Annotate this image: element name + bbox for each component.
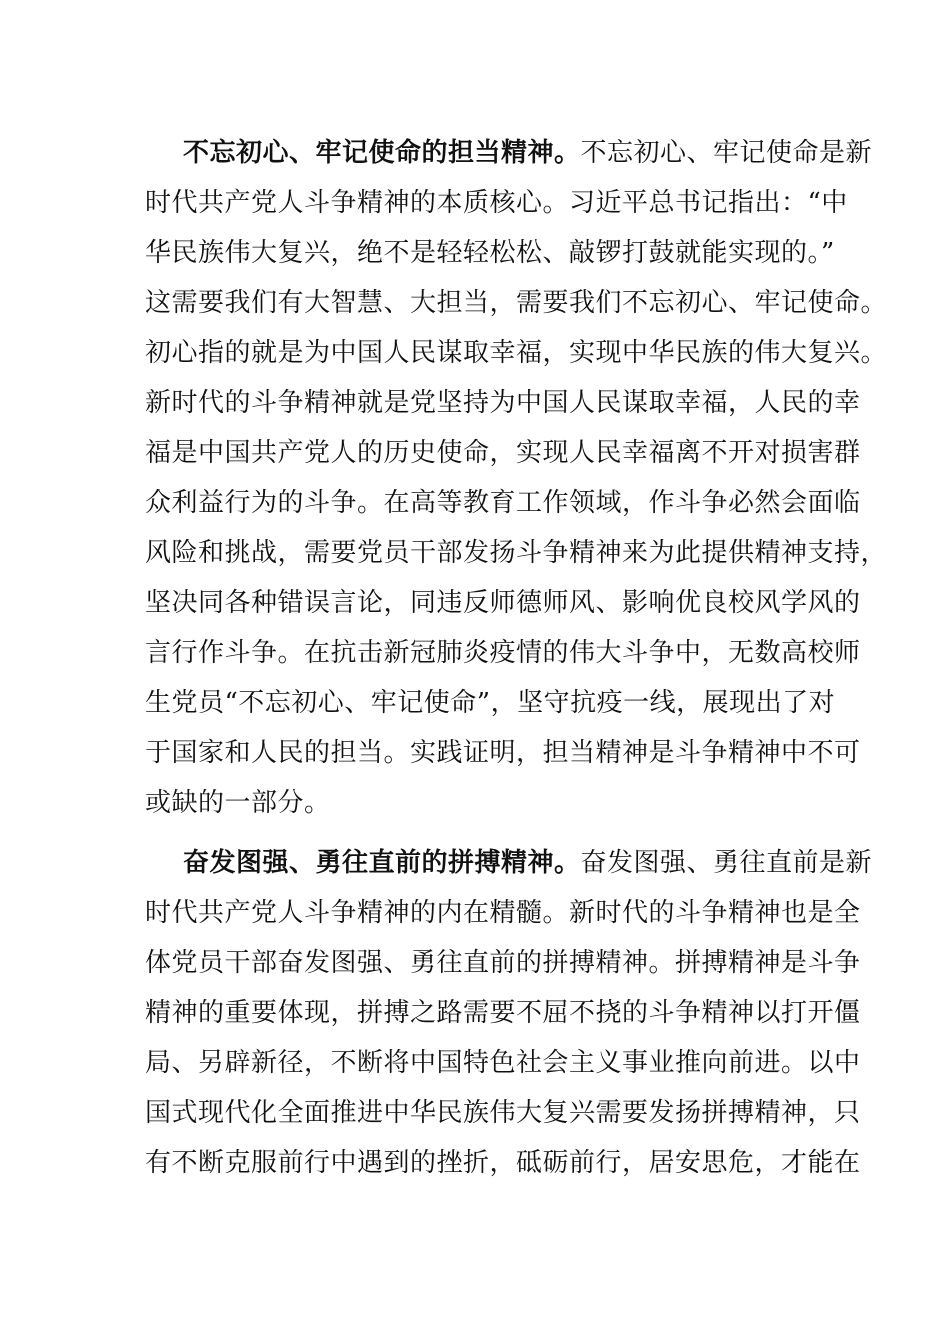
paragraph-1-line-10: 坚决同各种错误言论，同违反师德师风、影响优良校风学风的 [145, 588, 861, 618]
paragraph-1-line-7: 福是中国共产党人的历史使命，实现人民幸福离不开对损害群 [145, 438, 861, 468]
paragraph-2-heading: 奋发图强、勇往直前的拼搏精神。 [183, 848, 581, 878]
paragraph-1-line-1-text: 不忘初心、牢记使命是新 [580, 138, 873, 168]
paragraph-2-line-1-text: 奋发图强、勇往直前是新 [580, 848, 873, 878]
paragraph-1-line-14: 或缺的一部分。 [145, 788, 331, 818]
paragraph-1-line-3: 华民族伟大复兴，绝不是轻轻松松、敲锣打鼓就能实现的。” [145, 238, 835, 268]
paragraph-2-line-5: 局、另辟新径，不断将中国特色社会主义事业推向前进。以中 [145, 1048, 861, 1078]
paragraph-1-line-4: 这需要我们有大智慧、大担当，需要我们不忘初心、牢记使命。 [145, 288, 888, 318]
paragraph-2-line-1 [183, 846, 872, 880]
paragraph-1-line-1 [183, 136, 872, 170]
paragraph-2-line-2: 时代共产党人斗争精神的内在精髓。新时代的斗争精神也是全 [145, 898, 861, 928]
paragraph-2-line-4: 精神的重要体现，拼搏之路需要不屈不挠的斗争精神以打开僵 [145, 998, 861, 1028]
paragraph-1-line-6: 新时代的斗争精神就是党坚持为中国人民谋取幸福，人民的幸 [145, 388, 861, 418]
paragraph-1-line-8: 众利益行为的斗争。在高等教育工作领域，作斗争必然会面临 [145, 488, 861, 518]
paragraph-1-line-13: 于国家和人民的担当。实践证明，担当精神是斗争精神中不可 [145, 738, 861, 768]
paragraph-1-heading: 不忘初心、牢记使命的担当精神。 [183, 138, 581, 168]
paragraph-1-line-2: 时代共产党人斗争精神的本质核心。习近平总书记指出：“中 [145, 188, 848, 218]
paragraph-1-line-5: 初心指的就是为中国人民谋取幸福，实现中华民族的伟大复兴。 [145, 338, 888, 368]
paragraph-2-line-7: 有不断克服前行中遇到的挫折，砥砺前行，居安思危，才能在 [145, 1148, 861, 1178]
paragraph-2-line-3: 体党员干部奋发图强、勇往直前的拼搏精神。拼搏精神是斗争 [145, 948, 861, 978]
paragraph-1-line-11: 言行作斗争。在抗击新冠肺炎疫情的伟大斗争中，无数高校师 [145, 638, 861, 668]
paragraph-1-line-9: 风险和挑战，需要党员干部发扬斗争精神来为此提供精神支持， [145, 538, 888, 568]
paragraph-1-line-12: 生党员“不忘初心、牢记使命”，坚守抗疫一线，展现出了对 [145, 688, 836, 718]
paragraph-2-line-6: 国式现代化全面推进中华民族伟大复兴需要发扬拼搏精神，只 [145, 1098, 861, 1128]
